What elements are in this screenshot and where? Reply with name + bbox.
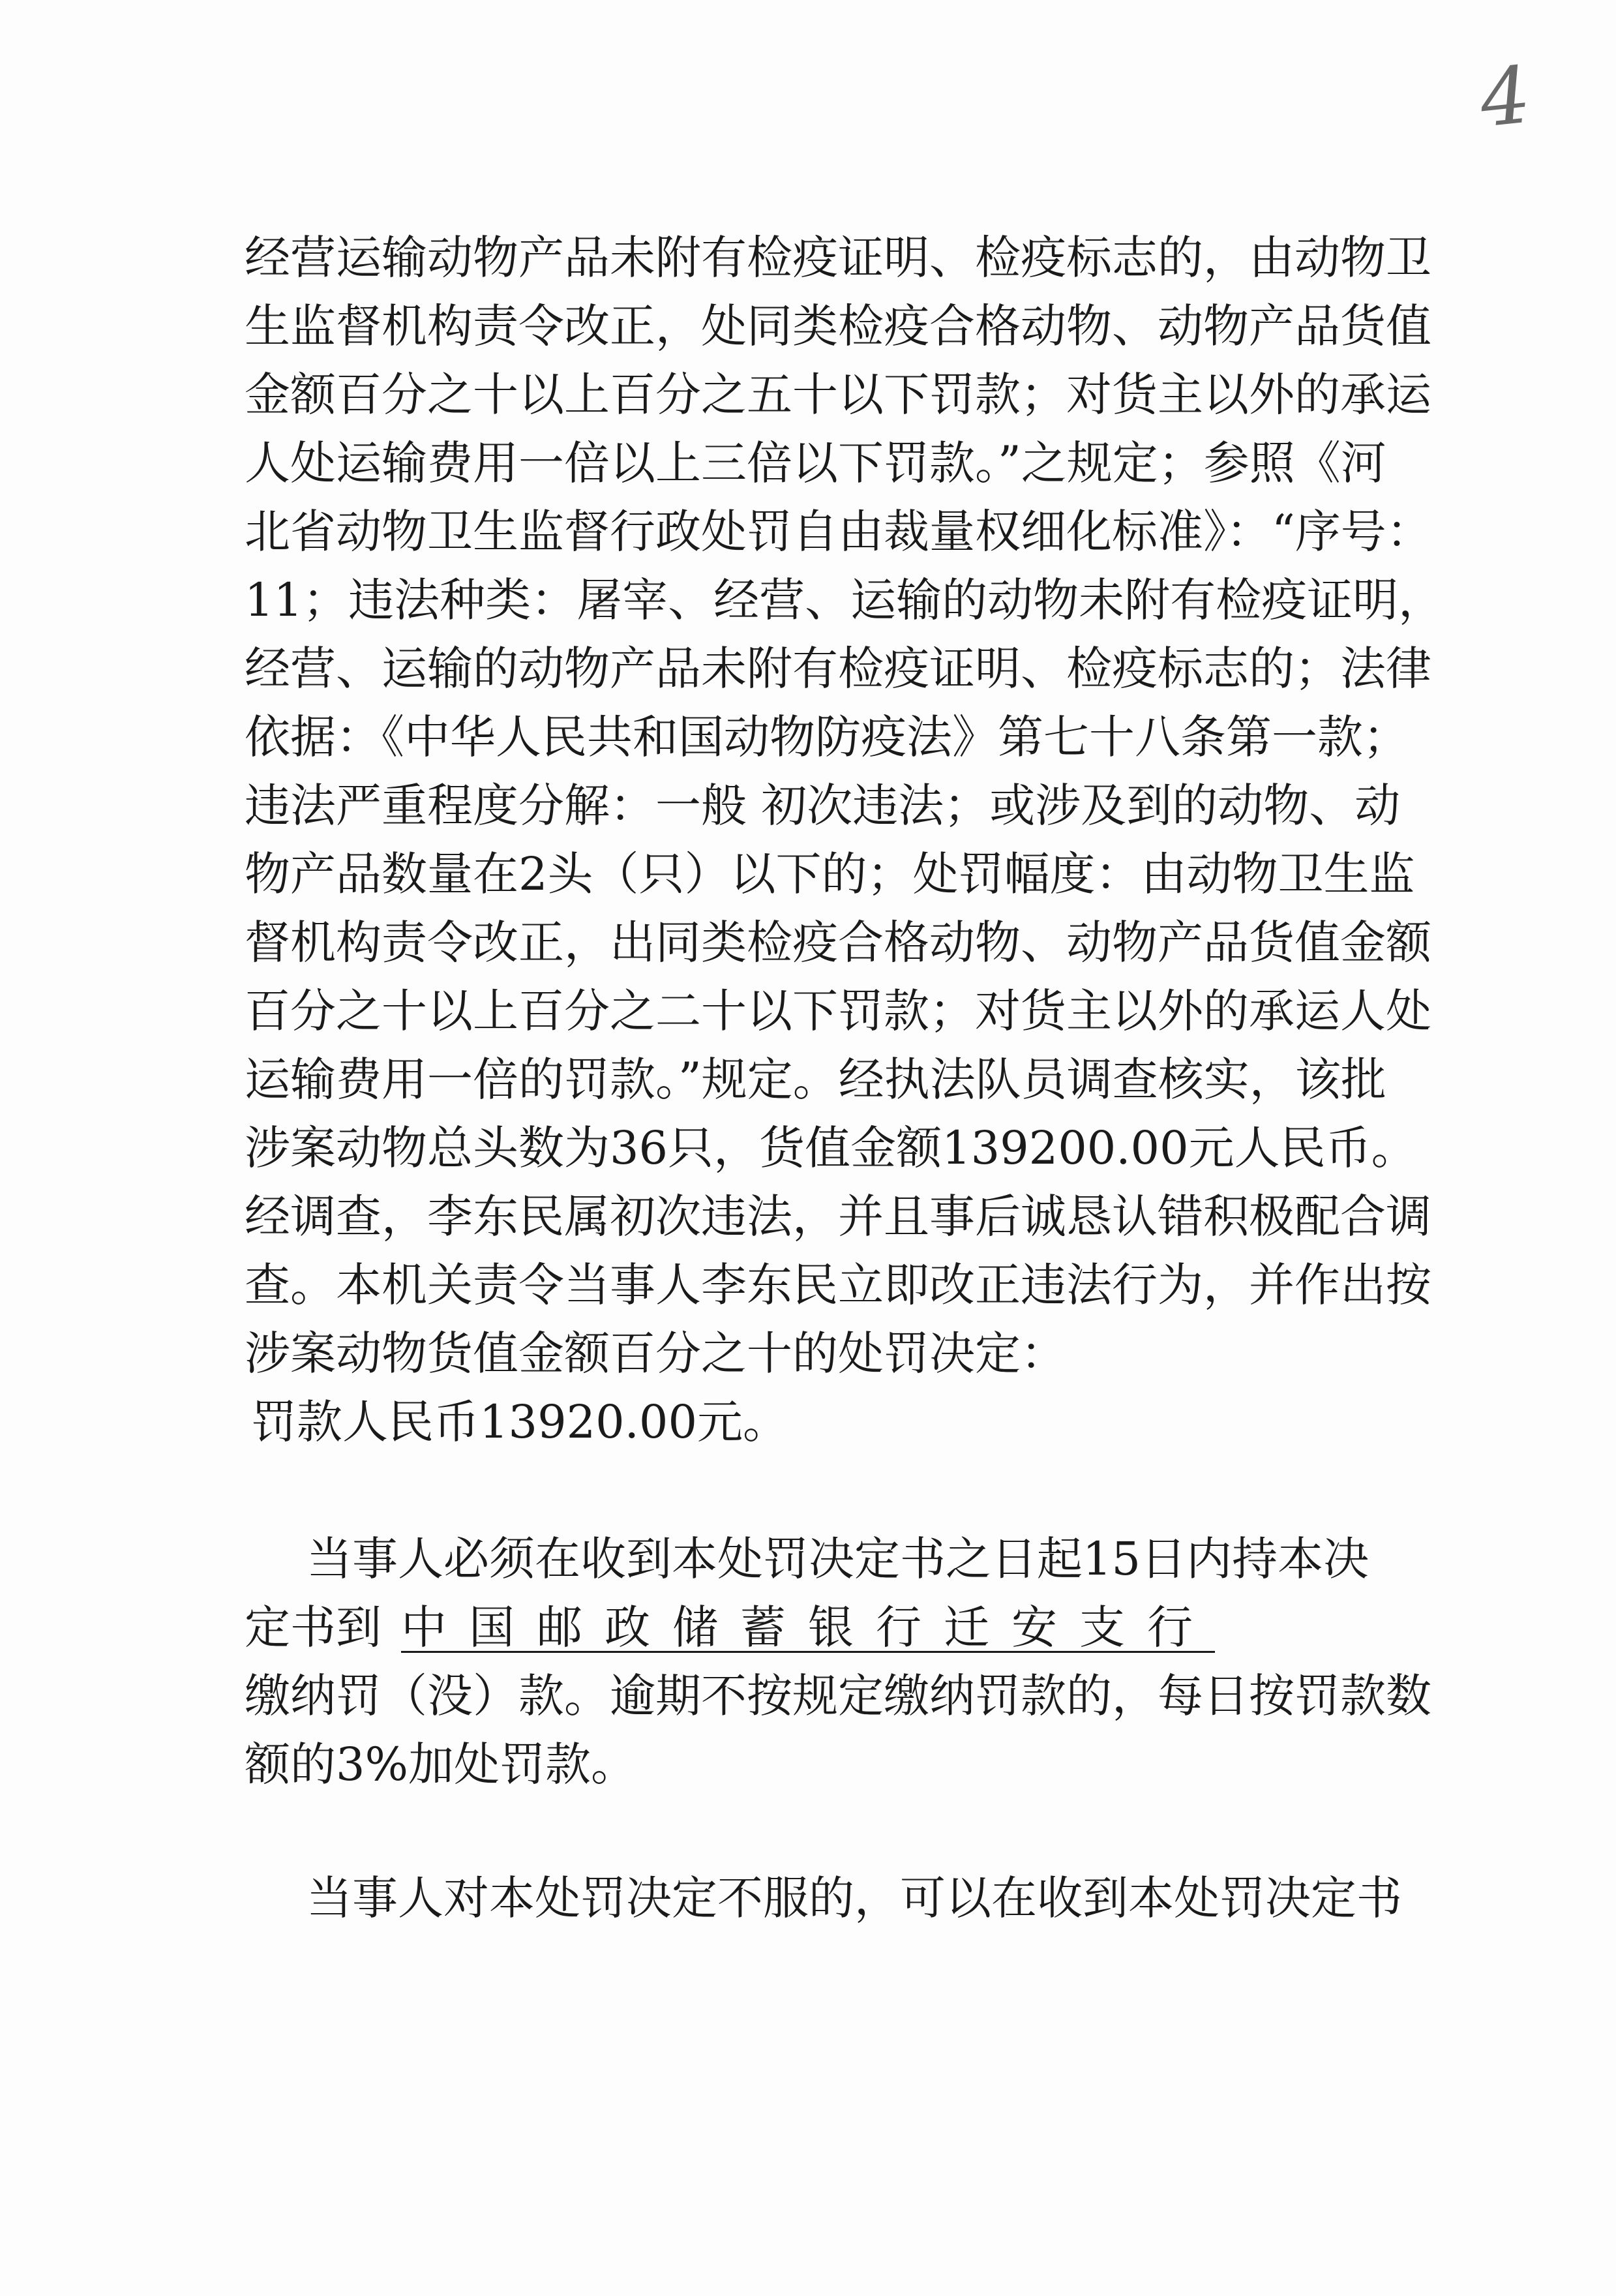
payment-line-1: 当事人必须在收到本处罚决定书之日起15日内持本决 <box>307 1532 1369 1586</box>
body-line-2: 生监督机构责令改正，处同类检疫合格动物、动物产品货值 <box>245 299 1431 353</box>
body-line-3: 金额百分之十以上百分之五十以下罚款；对货主以外的承运 <box>245 368 1431 421</box>
handwritten-page-number: 4 <box>1475 50 1535 145</box>
payment-line-4: 额的3%加处罚款。 <box>245 1738 637 1791</box>
body-line-15: 经调查，李东民属初次违法，并且事后诚恳认错积极配合调 <box>245 1190 1431 1243</box>
fine-amount-line: 罚款人民币13920.00元。 <box>251 1395 789 1449</box>
body-line-7: 经营、运输的动物产品未附有检疫证明、检疫标志的；法律 <box>245 642 1431 695</box>
body-line-9: 违法严重程度分解：一般 初次违法；或涉及到的动物、动 <box>245 779 1401 832</box>
body-line-12: 百分之十以上百分之二十以下罚款；对货主以外的承运人处 <box>245 984 1431 1038</box>
payment-line-2-prefix: 定书到 <box>245 1601 382 1654</box>
body-line-10: 物产品数量在2头（只）以下的；处罚幅度：由动物卫生监 <box>245 847 1415 901</box>
body-line-4: 人处运输费用一倍以上三倍以下罚款。”之规定；参照《河 <box>245 436 1386 490</box>
bank-name: 中国邮政储蓄银行迁安支行 <box>401 1601 1215 1654</box>
body-line-14: 涉案动物总头数为36只，货值金额139200.00元人民币。 <box>245 1121 1417 1175</box>
payment-line-3: 缴纳罚（没）款。逾期不按规定缴纳罚款的，每日按罚款数 <box>245 1669 1431 1723</box>
body-line-17: 涉案动物货值金额百分之十的处罚决定： <box>245 1327 1066 1380</box>
body-line-13: 运输费用一倍的罚款。”规定。经执法队员调查核实，该批 <box>245 1053 1386 1106</box>
payment-line-2 <box>245 1598 1215 1657</box>
body-line-1: 经营运输动物产品未附有检疫证明、检疫标志的，由动物卫 <box>245 231 1431 284</box>
body-line-16: 查。本机关责令当事人李东民立即改正违法行为，并作出按 <box>245 1258 1431 1312</box>
body-line-8: 依据：《中华人民共和国动物防疫法》第七十八条第一款； <box>245 710 1409 764</box>
appeal-line-1: 当事人对本处罚决定不服的，可以在收到本处罚决定书 <box>307 1871 1402 1925</box>
body-line-11: 督机构责令改正，出同类检疫合格动物、动物产品货值金额 <box>245 916 1431 969</box>
body-line-5: 北省动物卫生监督行政处罚自由裁量权细化标准》：“序号： <box>245 505 1432 558</box>
body-line-6: 11；违法种类：屠宰、经营、运输的动物未附有检疫证明， <box>245 573 1444 627</box>
